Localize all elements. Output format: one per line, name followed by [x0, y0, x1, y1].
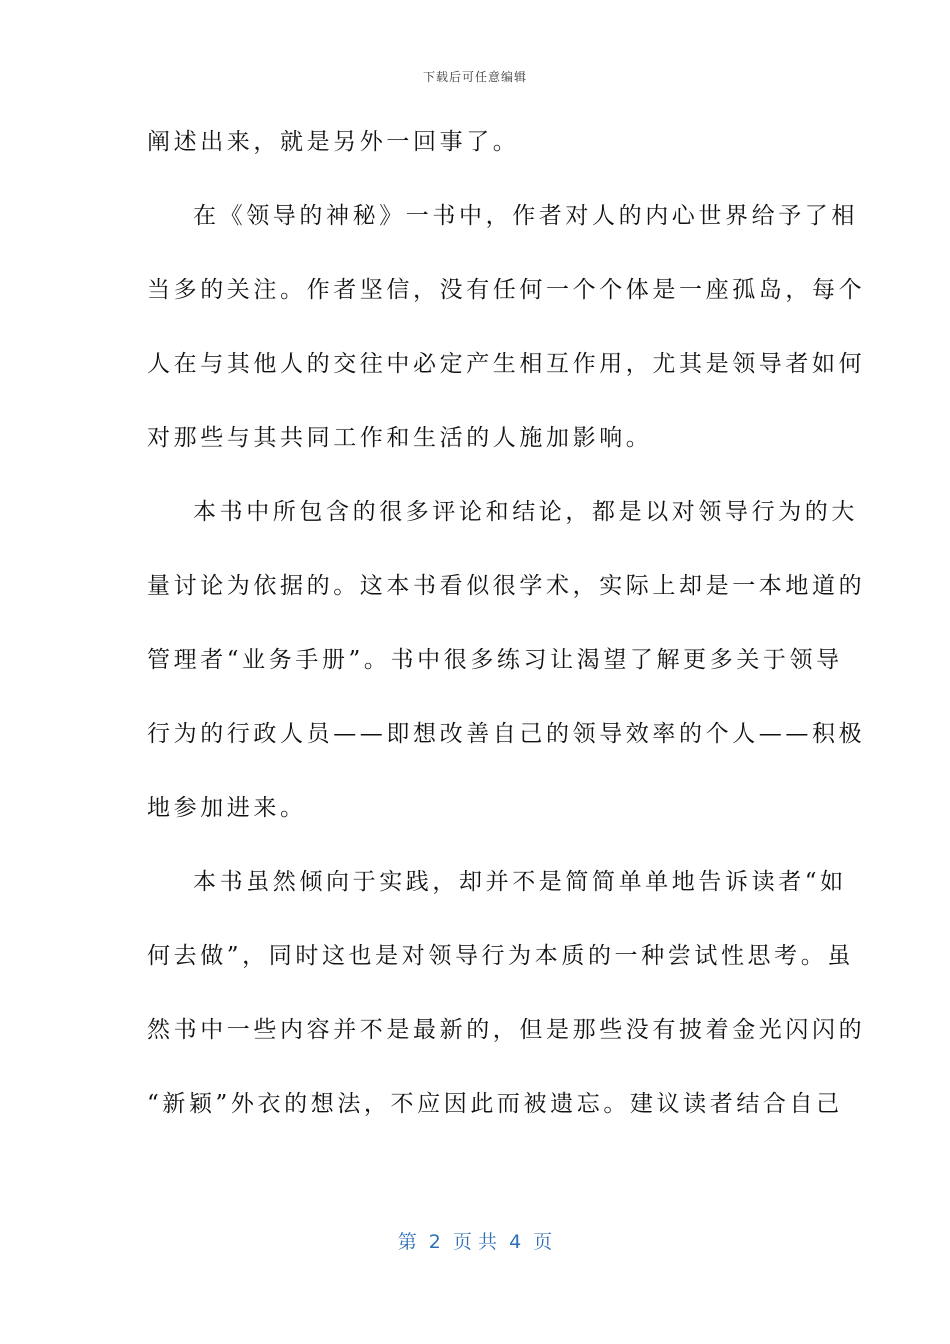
text-line: 地参加进来。 — [147, 795, 307, 821]
text-line: 行为的行政人员——即想改善自己的领导效率的个人——积极 — [147, 721, 866, 747]
document-body — [147, 124, 866, 1160]
paragraph-first-line: 本书虽然倾向于实践，却并不是简简单单地告诉读者“如 — [193, 869, 847, 895]
page-header: 下载后可任意编辑 — [422, 70, 527, 84]
paragraph-first-line: 本书中所包含的很多评论和结论，都是以对领导行为的大 — [193, 499, 858, 525]
paragraph-first-line: 在《领导的神秘》一书中，作者对人的内心世界给予了相 — [193, 203, 858, 229]
text-line: 量讨论为依据的。这本书看似很学术，实际上却是一本地道的 — [147, 573, 866, 599]
text-line: 人在与其他人的交往中必定产生相互作用，尤其是领导者如何 — [147, 351, 866, 377]
text-line: 当多的关注。作者坚信，没有任何一个个体是一座孤岛，每个 — [147, 277, 866, 303]
text-line: 阐述出来，就是另外一回事了。 — [147, 129, 520, 155]
text-line: 何去做”，同时这也是对领导行为本质的一种尝试性思考。虽 — [147, 943, 854, 969]
page-number-footer: 第 2 页 共 4 页 — [397, 1231, 553, 1253]
text-line: “新颖”外衣的想法，不应因此而被遗忘。建议读者结合自己 — [147, 1091, 843, 1117]
text-line: 管理者“业务手册”。书中很多练习让渴望了解更多关于领导 — [147, 647, 843, 673]
text-line: 然书中一些内容并不是最新的，但是那些没有披着金光闪闪的 — [147, 1017, 866, 1043]
text-line: 对那些与其共同工作和生活的人施加影响。 — [147, 425, 653, 451]
